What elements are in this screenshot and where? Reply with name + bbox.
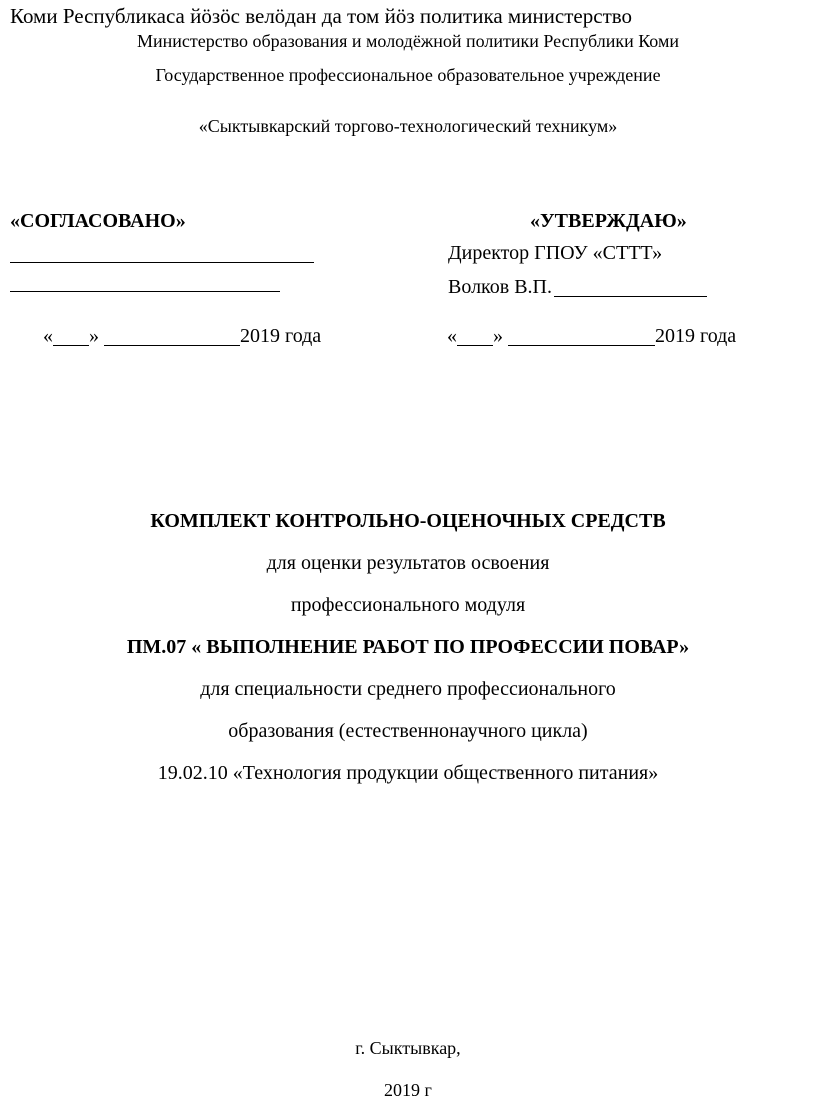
approve-date (447, 325, 736, 348)
document-specialty-intro: для специальности среднего профессионального (200, 678, 616, 700)
agreed-date-year: 2019 года (240, 325, 322, 347)
approve-name: Волков В.П. (448, 276, 552, 298)
header-institution-type: Государственное профессиональное образовательное учреждение (155, 65, 661, 85)
approve-month-blank (508, 325, 655, 346)
header-ministry: Министерство образования и молодёжной политики Республики Коми (136, 31, 679, 51)
agreed-date-open-quote: « (43, 325, 53, 347)
approve-date-year: 2019 года (655, 325, 737, 347)
document-specialty: 19.02.10 «Технология продукции общественного питания» (157, 762, 659, 784)
approve-position: Директор ГПОУ «СТТТ» (448, 242, 663, 264)
header-institution-name: «Сыктывкарский торгово-технологический техникум» (198, 116, 618, 136)
agreed-month-blank (104, 325, 240, 346)
document-title: КОМПЛЕКТ КОНТРОЛЬНО-ОЦЕНОЧНЫХ СРЕДСТВ (150, 510, 666, 532)
approve-date-close-quote: » (493, 325, 503, 347)
agreed-date-close-quote: » (89, 325, 99, 347)
approve-name-row (448, 276, 707, 299)
agreed-date (43, 325, 321, 348)
approve-date-open-quote: « (447, 325, 457, 347)
header-komi-ministry: Коми Республикаса йӧзӧс велӧдан да том йӧз политика министерство (10, 4, 633, 28)
document-module-name: ПМ.07 « ВЫПОЛНЕНИЕ РАБОТ ПО ПРОФЕССИИ ПОВАР» (126, 636, 690, 658)
approve-day-blank (457, 325, 493, 346)
footer-year: 2019 г (384, 1080, 432, 1100)
document-purpose: для оценки результатов освоения (266, 552, 550, 574)
approve-title: «УТВЕРЖДАЮ» (530, 210, 687, 232)
approve-signature-line (554, 276, 707, 297)
document-module-label: профессионального модуля (290, 594, 526, 616)
agreed-signature-line-1 (10, 246, 314, 263)
footer-city: г. Сыктывкар, (355, 1038, 461, 1058)
document-education-cycle: образования (естественнонаучного цикла) (228, 720, 588, 742)
agreed-signature-line-2 (10, 275, 280, 292)
agreed-title: «СОГЛАСОВАНО» (10, 210, 186, 232)
agreed-day-blank (53, 325, 89, 346)
